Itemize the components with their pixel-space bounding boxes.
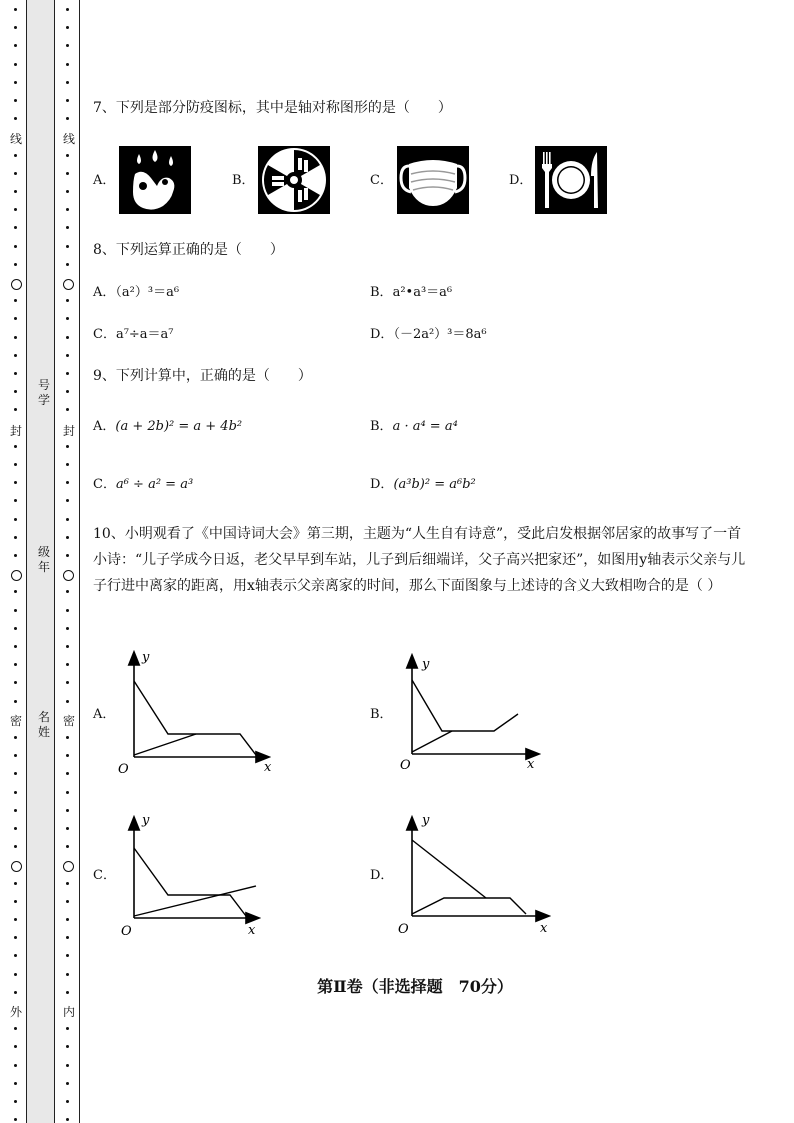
q8-option-b — [370, 284, 452, 302]
cut-line-dot — [14, 445, 17, 448]
margin-label-line: 线 — [9, 132, 22, 146]
cut-line-dot — [66, 627, 69, 630]
cut-line-dot — [66, 63, 69, 66]
cut-line-dot — [66, 263, 69, 266]
cut-line-dot — [66, 554, 69, 557]
q10-option-a-label: A． — [93, 707, 116, 722]
cut-line-dot — [66, 172, 69, 175]
q9-stem: 9、下列计算中，正确的是（ ） — [93, 368, 312, 384]
cut-line-dot — [14, 208, 17, 211]
q10-option-c-label: C． — [93, 868, 116, 883]
cut-line-circle — [63, 861, 74, 872]
cut-line-dot — [66, 900, 69, 903]
graph-d-x-label: x — [540, 921, 548, 936]
margin-label-seal: 封 — [9, 424, 22, 438]
graph-b-x-label: x — [527, 757, 535, 772]
cut-line-dot — [66, 663, 69, 666]
cut-line-dot — [66, 1064, 69, 1067]
cut-line-dot — [14, 117, 17, 120]
cut-line-dot — [66, 791, 69, 794]
cut-line-dot — [14, 681, 17, 684]
cut-line-dot — [66, 390, 69, 393]
cut-line-dot — [66, 754, 69, 757]
graph-a-y-label: y — [142, 650, 150, 665]
cut-line-dot — [14, 81, 17, 84]
cut-line-dot — [14, 336, 17, 339]
cut-line-circle — [63, 570, 74, 581]
graph-a-x-label: x — [264, 760, 272, 775]
cut-line-dot — [66, 645, 69, 648]
cut-line-dot — [14, 809, 17, 812]
margin-label-line-inner: 线 — [62, 132, 75, 146]
q9-option-b — [370, 418, 458, 436]
margin-rule — [79, 0, 80, 1123]
cut-line-dot — [66, 518, 69, 521]
q9-option-c — [93, 476, 193, 494]
handwash-icon — [119, 146, 191, 214]
cut-line-dot — [66, 954, 69, 957]
q9-option-c-text: a⁶ ÷ a² = a³ — [115, 477, 194, 492]
cut-line-dot — [14, 954, 17, 957]
cut-line-dot — [14, 1100, 17, 1103]
q10-stem: 10、小明观看了《中国诗词大会》第三期，主题为“人生自有诗意”，受此启发根据邻居家的故事写了一首小诗：“儿子学成今日返，老父早早到车站，儿子到后细端详，父子高兴把家还”，如图用y轴表示父亲与儿子行进中离家的距离，用x轴表示父亲离家的时间，那么下面图象与上述诗的含义大致相吻合的是（ ） — [93, 526, 746, 594]
cut-line-dot — [66, 154, 69, 157]
cut-line-dot — [14, 627, 17, 630]
margin-label-secret: 密 — [9, 714, 22, 728]
graph-d-origin: O — [398, 922, 409, 937]
cut-line-dot — [14, 190, 17, 193]
cut-line-dot — [14, 26, 17, 29]
cut-line-dot — [66, 317, 69, 320]
cut-line-dot — [14, 882, 17, 885]
cut-line-circle — [11, 279, 22, 290]
cut-line-dot — [14, 536, 17, 539]
cut-line-dot — [66, 1118, 69, 1121]
cut-line-dot — [66, 827, 69, 830]
graph-c-x-label: x — [248, 923, 256, 938]
cut-line-dot — [66, 190, 69, 193]
cut-line-dot — [14, 518, 17, 521]
section-title: 第Ⅱ卷（非选择题 70分） — [317, 977, 513, 996]
cut-line-dot — [66, 736, 69, 739]
q7-option-a-label: A． — [93, 173, 116, 188]
cut-line-dot — [66, 536, 69, 539]
cut-line-dot — [66, 918, 69, 921]
cut-line-dot — [14, 900, 17, 903]
graph-b-y-label: y — [422, 657, 430, 672]
q8-option-d — [370, 326, 487, 344]
face-mask-icon — [397, 146, 469, 214]
graph-a-origin: O — [118, 762, 129, 775]
cut-line-dot — [66, 336, 69, 339]
q7-option-b-label: B． — [232, 173, 255, 188]
cut-line-dot — [14, 590, 17, 593]
cut-line-dot — [66, 245, 69, 248]
dotted-cut-line-outer — [11, 0, 21, 1123]
cut-line-dot — [66, 1045, 69, 1048]
cut-line-dot — [66, 463, 69, 466]
q10-graph-a — [112, 645, 282, 775]
cut-line-dot — [14, 354, 17, 357]
gutter-label-grade: 级年 — [37, 545, 50, 574]
cut-line-dot — [14, 99, 17, 102]
q8-option-d-label: D． — [370, 327, 394, 342]
q9-option-a — [93, 418, 242, 436]
cut-line-dot — [14, 918, 17, 921]
cut-line-dot — [66, 772, 69, 775]
cut-line-dot — [66, 99, 69, 102]
cut-line-dot — [14, 1064, 17, 1067]
q8-stem: 8、下列运算正确的是（ ） — [93, 242, 284, 258]
q10-option-b-label: B． — [370, 707, 393, 722]
cut-line-dot — [66, 936, 69, 939]
cut-line-dot — [66, 8, 69, 11]
cut-line-dot — [14, 463, 17, 466]
cut-line-dot — [14, 1045, 17, 1048]
cut-line-dot — [14, 609, 17, 612]
cut-line-dot — [14, 736, 17, 739]
cut-line-circle — [11, 861, 22, 872]
cut-line-dot — [14, 63, 17, 66]
margin-label-seal-inner: 封 — [62, 424, 75, 438]
cut-line-dot — [66, 208, 69, 211]
q9-option-a-label: A． — [93, 419, 116, 434]
dotted-cut-line-inner — [63, 0, 73, 1123]
q8-option-a-label: A． — [93, 285, 116, 300]
cut-line-dot — [14, 154, 17, 157]
cut-line-dot — [14, 317, 17, 320]
cut-line-dot — [14, 700, 17, 703]
cut-line-dot — [66, 117, 69, 120]
cut-line-dot — [14, 245, 17, 248]
cut-line-dot — [66, 354, 69, 357]
cut-line-dot — [14, 791, 17, 794]
q9-option-b-text: a · a⁴ = a⁴ — [392, 419, 458, 434]
cut-line-dot — [66, 609, 69, 612]
cut-line-dot — [14, 172, 17, 175]
cut-line-dot — [66, 700, 69, 703]
q7-stem: 7、下列是部分防疫图标，其中是轴对称图形的是（ ） — [93, 100, 452, 116]
q8-option-c — [93, 326, 174, 344]
q7-option-c-label: C． — [370, 173, 393, 188]
cut-line-dot — [14, 1082, 17, 1085]
graph-b-origin: O — [400, 758, 411, 773]
q8-option-a — [93, 284, 179, 302]
cut-line-dot — [66, 845, 69, 848]
cut-line-dot — [14, 408, 17, 411]
q7-option-d-label: D． — [509, 173, 533, 188]
cut-line-dot — [14, 1027, 17, 1030]
cut-line-dot — [66, 809, 69, 812]
q8-option-b-label: B． — [370, 285, 393, 300]
fork-plate-knife-icon — [535, 146, 607, 214]
cut-line-dot — [14, 226, 17, 229]
cut-line-dot — [14, 554, 17, 557]
q9-option-b-label: B． — [370, 419, 393, 434]
cut-line-dot — [14, 1118, 17, 1121]
q8-option-d-text: （－2a²）³＝8a⁶ — [393, 327, 487, 342]
cut-line-dot — [66, 481, 69, 484]
cut-line-dot — [66, 44, 69, 47]
cut-line-dot — [14, 827, 17, 830]
q10-graph-d — [390, 810, 560, 940]
cut-line-circle — [11, 570, 22, 581]
q8-option-b-text: a²•a³＝a⁶ — [392, 285, 453, 300]
cut-line-dot — [66, 445, 69, 448]
cut-line-dot — [66, 81, 69, 84]
cut-line-dot — [14, 481, 17, 484]
cut-line-dot — [66, 1100, 69, 1103]
radiation-icon — [258, 146, 330, 214]
cut-line-dot — [66, 882, 69, 885]
cut-line-dot — [14, 372, 17, 375]
q10-graph-c — [112, 810, 272, 940]
cut-line-dot — [66, 26, 69, 29]
cut-line-dot — [66, 1082, 69, 1085]
cut-line-dot — [14, 663, 17, 666]
cut-line-dot — [66, 499, 69, 502]
cut-line-dot — [14, 390, 17, 393]
graph-c-y-label: y — [142, 813, 150, 828]
cut-line-dot — [14, 299, 17, 302]
graph-c-origin: O — [121, 924, 132, 939]
cut-line-dot — [66, 226, 69, 229]
cut-line-dot — [66, 372, 69, 375]
cut-line-dot — [14, 845, 17, 848]
margin-label-outer: 外 — [9, 1005, 22, 1019]
cut-line-dot — [66, 408, 69, 411]
cut-line-dot — [66, 590, 69, 593]
cut-line-dot — [14, 499, 17, 502]
cut-line-dot — [14, 936, 17, 939]
cut-line-dot — [66, 681, 69, 684]
margin-label-secret-inner: 密 — [62, 714, 75, 728]
q8-option-c-label: C． — [93, 327, 116, 342]
cut-line-dot — [66, 1027, 69, 1030]
cut-line-dot — [14, 44, 17, 47]
gutter-label-student-number: 号学 — [37, 378, 50, 407]
q10-option-d-label: D． — [370, 868, 394, 883]
q9-option-d — [370, 476, 476, 494]
q10-graph-b — [390, 648, 550, 774]
cut-line-dot — [66, 299, 69, 302]
gutter-label-name: 名姓 — [37, 710, 50, 739]
cut-line-dot — [14, 772, 17, 775]
cut-line-dot — [14, 754, 17, 757]
q8-option-a-text: （a²）³＝a⁶ — [115, 285, 180, 300]
cut-line-dot — [14, 263, 17, 266]
q9-option-d-text: (a³b)² = a⁶b² — [393, 477, 476, 492]
graph-d-y-label: y — [422, 813, 430, 828]
q9-option-d-label: D． — [370, 477, 394, 492]
cut-line-dot — [14, 645, 17, 648]
q9-option-a-text: (a + 2b)² = a + 4b² — [115, 419, 243, 434]
cut-line-circle — [63, 279, 74, 290]
margin-label-inner: 内 — [62, 1005, 75, 1019]
cut-line-dot — [14, 8, 17, 11]
q8-option-c-text: a⁷÷a＝a⁷ — [115, 327, 174, 342]
q9-option-c-label: C． — [93, 477, 116, 492]
